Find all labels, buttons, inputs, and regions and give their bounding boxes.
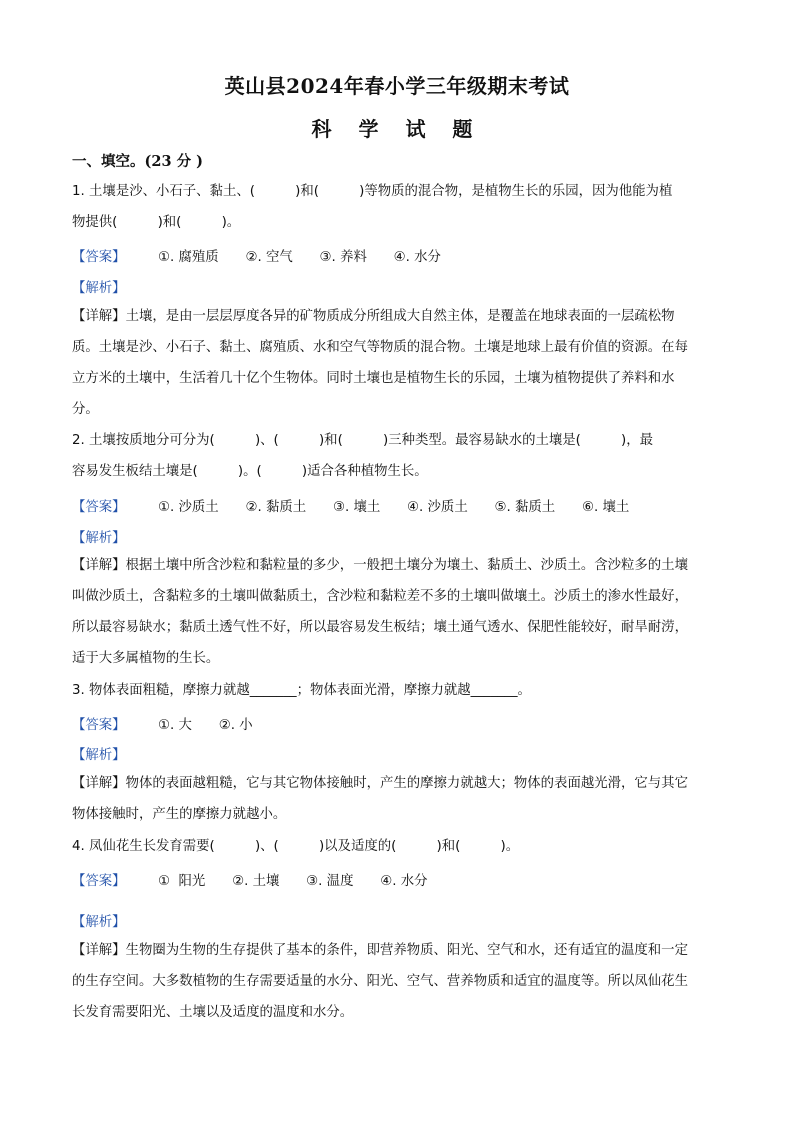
analysis-label-3: 【解析】	[72, 748, 126, 763]
question-1-line-1: 1. 土壤是沙、小石子、黏土、( )和( )等物质的混合物，是植物生长的乐园，因为他能为植	[72, 184, 673, 199]
detail-4	[72, 935, 724, 1028]
question-4	[72, 831, 724, 862]
answer-1-values: ①. 腐殖质 ②. 空气 ③. 养料 ④. 水分	[158, 250, 441, 265]
exam-title: 英山县2024年春小学三年级期末考试	[224, 74, 570, 98]
answer-2-values: ①. 沙质土 ②. 黏质土 ③. 壤土 ④. 沙质土 ⑤. 黏质土 ⑥. 壤土	[158, 500, 630, 515]
detail-label: 【详解】	[72, 309, 126, 324]
answer-label: 【答案】	[72, 250, 126, 265]
answer-4-values: ① 阳光 ②. 土壤 ③. 温度 ④. 水分	[158, 874, 428, 889]
question-2-line-2: 容易发生板结土壤是( )。( )适合各种植物生长。	[72, 464, 428, 479]
question-3-line-1: 3. 物体表面粗糙，摩擦力就越_______；物体表面光滑，摩擦力就越_______。	[72, 683, 531, 698]
detail-4-line-2: 的生存空间。大多数植物的生存需要适量的水分、阳光、空气、营养物质和适宜的温度等。所以凤仙花生	[72, 974, 688, 989]
detail-label: 【详解】	[72, 558, 126, 573]
section-heading: 一、填空。(23 分 )	[72, 153, 203, 170]
answer-1	[72, 246, 441, 265]
question-1	[72, 176, 724, 238]
detail-4-line-1: 生物圈为生物的生存提供了基本的条件，即营养物质、阳光、空气和水，还有适宜的温度和一定	[125, 943, 688, 958]
answer-2	[72, 496, 630, 515]
detail-1-line-4: 分。	[72, 402, 99, 417]
answer-label: 【答案】	[72, 500, 126, 515]
question-1-line-2: 物提供( )和( )。	[72, 215, 241, 230]
detail-3	[72, 768, 724, 830]
answer-3-values: ①. 大 ②. 小	[158, 718, 253, 733]
detail-2-line-3: 所以最容易缺水；黏质土透气性不好，所以最容易发生板结；壤土通气透水、保肥性能较好，耐旱耐涝，	[72, 620, 688, 635]
detail-1	[72, 301, 724, 425]
question-3	[72, 675, 724, 706]
question-4-line-1: 4. 凤仙花生长发育需要( )、( )以及适度的( )和( )。	[72, 839, 520, 854]
detail-label: 【详解】	[72, 776, 126, 791]
exam-subtitle: 科 学 试 题	[311, 117, 483, 141]
detail-3-line-1: 物体的表面越粗糙，它与其它物体接触时，产生的摩擦力就越大；物体的表面越光滑，它与其它	[125, 776, 688, 791]
detail-1-line-2: 质。土壤是沙、小石子、黏土、腐殖质、水和空气等物质的混合物。土壤是地球上最有价值的资源。在每	[72, 340, 688, 355]
answer-4	[72, 870, 428, 889]
detail-2	[72, 550, 724, 674]
answer-label: 【答案】	[72, 718, 126, 733]
analysis-label-2: 【解析】	[72, 531, 126, 546]
detail-3-line-2: 物体接触时，产生的摩擦力就越小。	[72, 807, 287, 822]
detail-label: 【详解】	[72, 943, 126, 958]
analysis-label-1: 【解析】	[72, 281, 126, 296]
detail-1-line-1: 土壤，是由一层层厚度各异的矿物质成分所组成大自然主体，是覆盖在地球表面的一层疏松物	[125, 309, 675, 324]
detail-4-line-3: 长发育需要阳光、土壤以及适度的温度和水分。	[72, 1005, 354, 1020]
detail-2-line-1: 根据土壤中所含沙粒和黏粒量的多少，一般把土壤分为壤土、黏质土、沙质土。含沙粒多的土壤	[125, 558, 688, 573]
answer-3	[72, 714, 253, 733]
detail-1-line-3: 立方米的土壤中，生活着几十亿个生物体。同时土壤也是植物生长的乐园，土壤为植物提供了养料和水	[72, 371, 675, 386]
analysis-label-4: 【解析】	[72, 915, 126, 930]
answer-label: 【答案】	[72, 874, 126, 889]
detail-2-line-4: 适于大多属植物的生长。	[72, 651, 220, 666]
detail-2-line-2: 叫做沙质土，含黏粒多的土壤叫做黏质土，含沙粒和黏粒差不多的土壤叫做壤土。沙质土的渗水性最好，	[72, 589, 688, 604]
question-2	[72, 425, 724, 487]
question-2-line-1: 2. 土壤按质地分可分为( )、( )和( )三种类型。最容易缺水的土壤是( )，最	[72, 433, 654, 448]
